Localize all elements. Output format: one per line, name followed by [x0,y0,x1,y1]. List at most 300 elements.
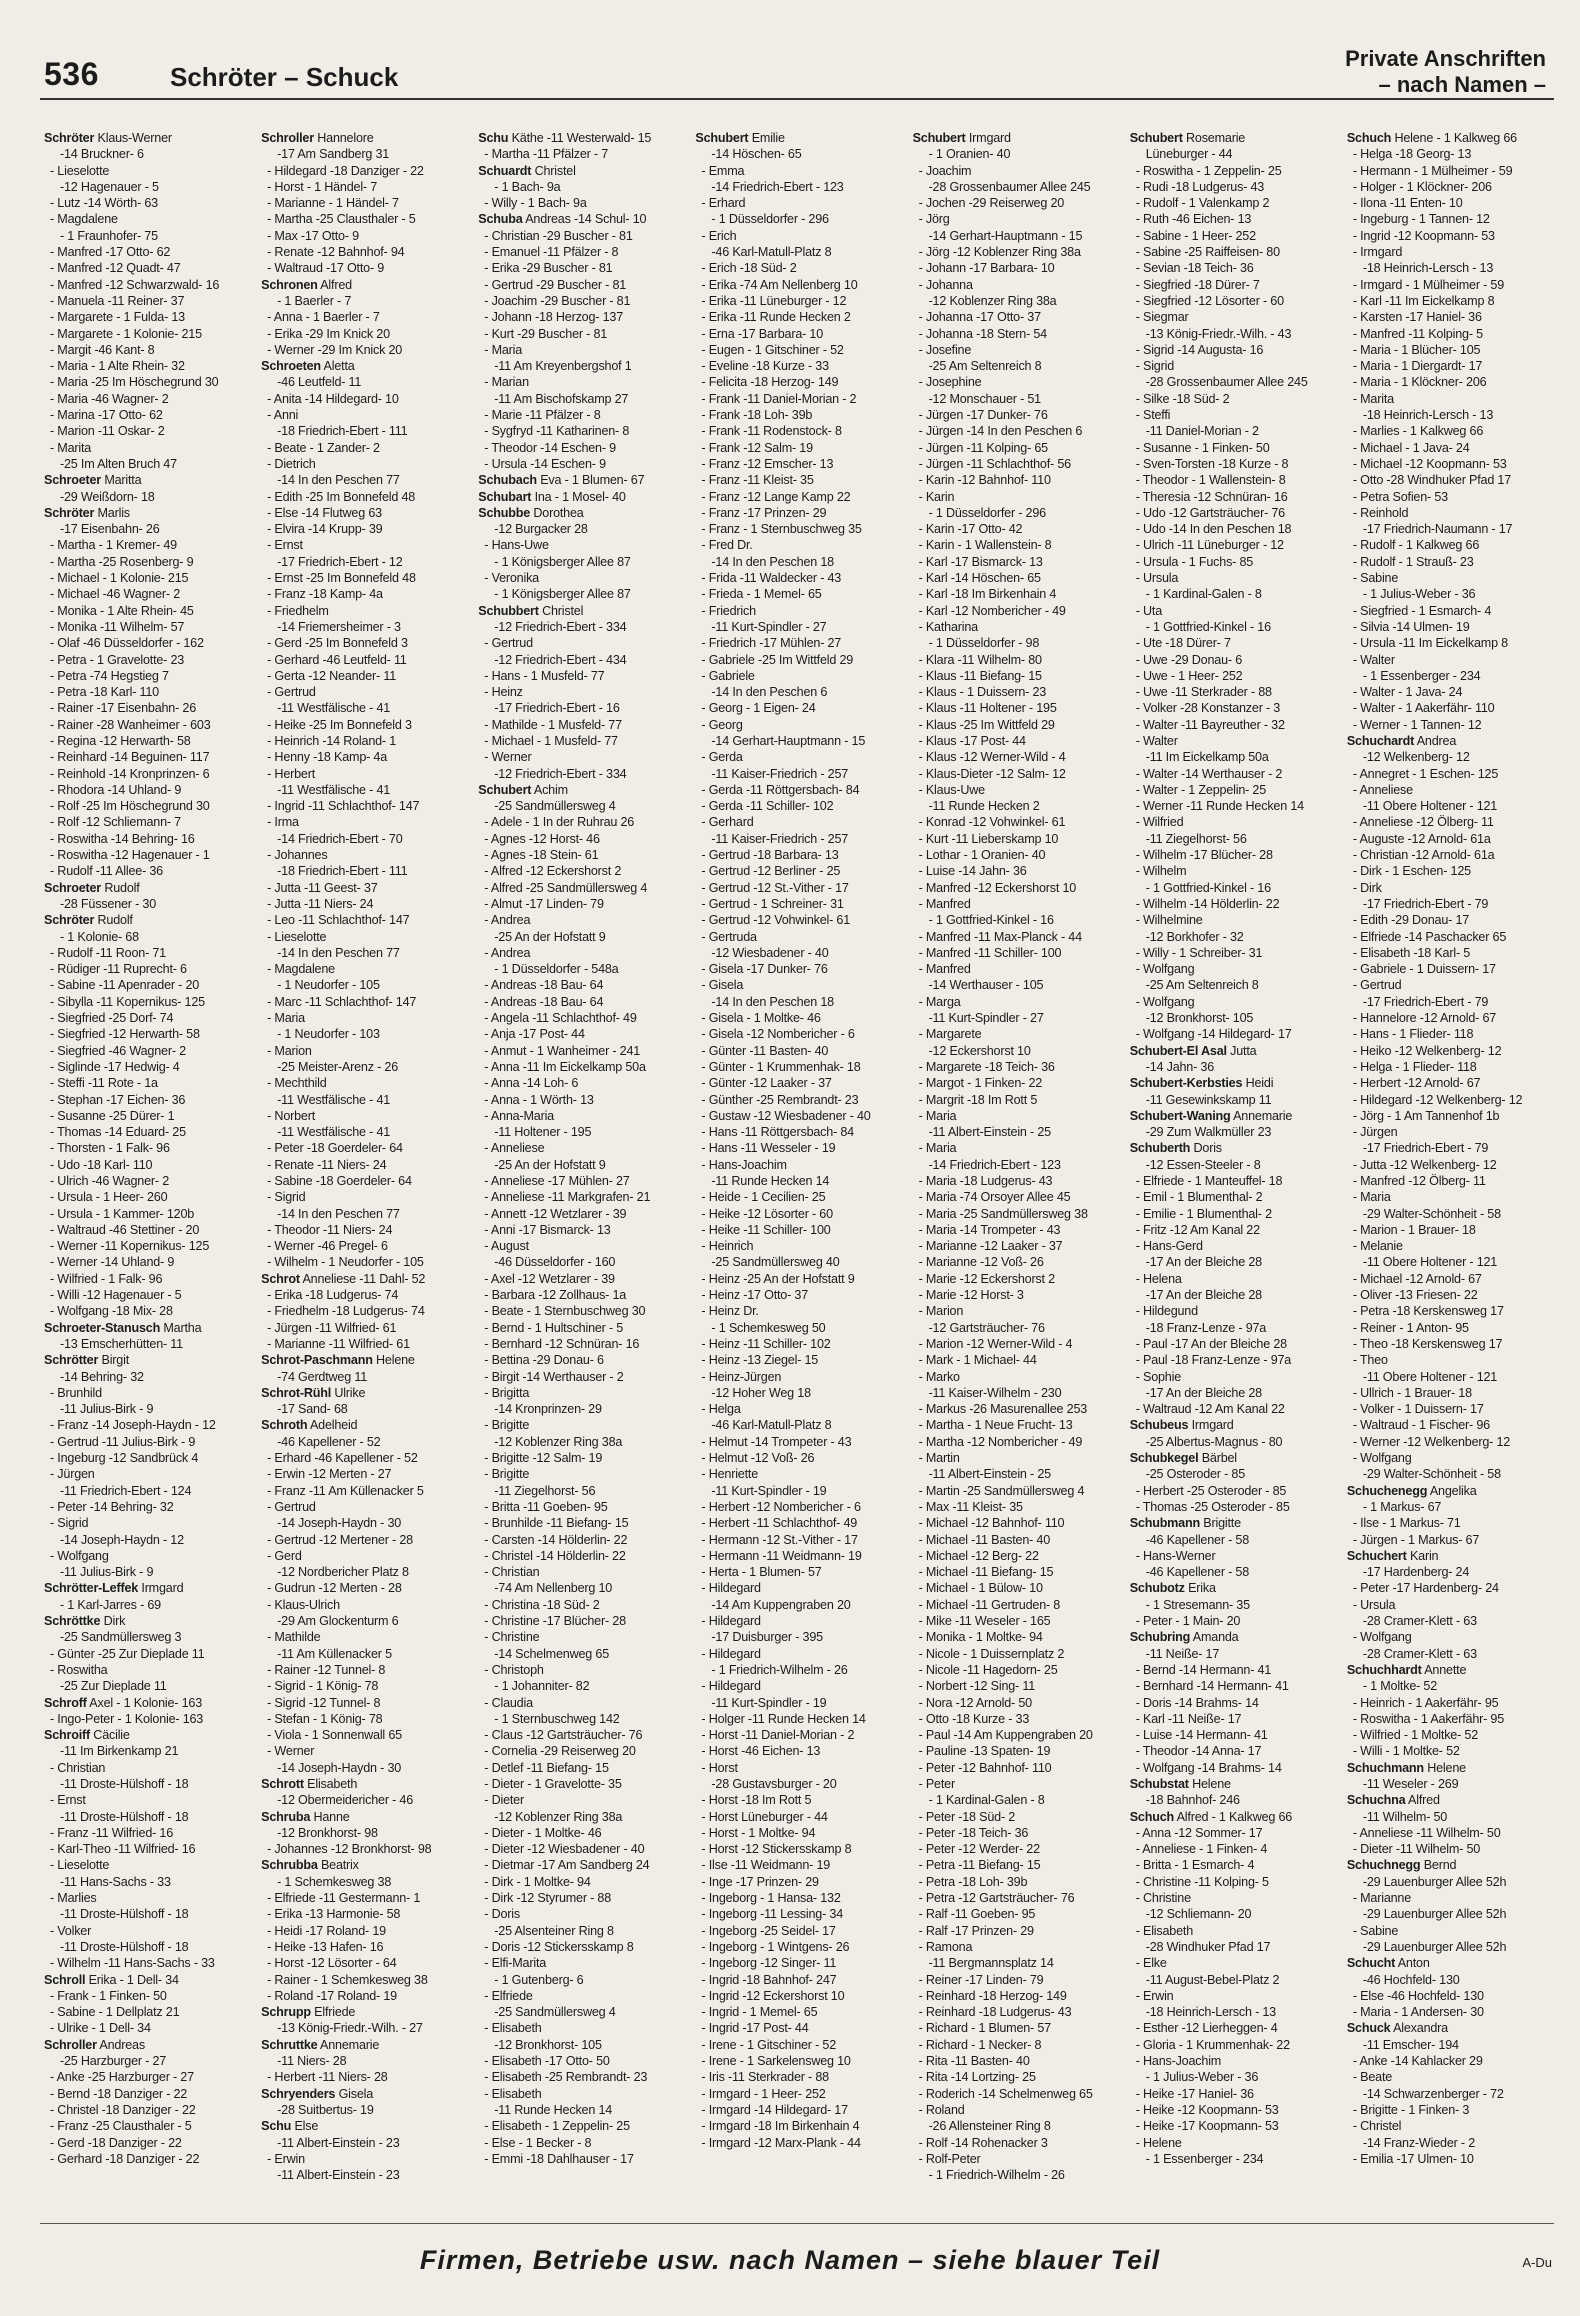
directory-entry: - Ingeburg - 1 Tannen- 12 [1352,212,1490,227]
directory-entry: - Wolfgang [50,1548,109,1563]
directory-entry: - Siegfried - 1 Esmarch- 4 [1352,603,1492,618]
directory-entry: - Klaus -11 Biefang- 15 [918,668,1042,683]
directory-entry: -11 Albert-Einstein - 23 [277,2168,400,2183]
directory-entry: - Gertrud -12 Mertener - 28 [267,1532,413,1547]
entry-detail: Helene [1192,1776,1231,1791]
directory-entry: -28 Suitbertus- 19 [277,2102,374,2117]
directory-entry: - Magdalene [267,962,335,977]
directory-entry: - Theodor -14 Anna- 17 [1135,1744,1262,1759]
directory-entry: -28 Füssener - 30 [60,896,156,911]
surname: Schrot-Paschmann [261,1353,373,1368]
directory-entry: - Friedrich [701,603,756,618]
directory-entry: - Franz -11 Kleist- 35 [701,473,814,488]
directory-entry: - Hildegund [1135,1304,1198,1319]
directory-entry: - 1 Essenberger - 234 [1362,668,1481,683]
directory-entry: - Marion -11 Oskar- 2 [50,424,165,439]
entry-detail: Marlis [97,505,130,520]
directory-entry: - Herbert [267,766,316,781]
directory-entry: -12 Gartsträucher- 76 [928,1320,1045,1335]
directory-entry: -11 Runde Hecken 14 [711,1174,830,1188]
directory-entry: - Dirk -12 Styrumer - 88 [484,1891,612,1906]
directory-entry: - Rudolf - 1 Valenkamp 2 [1135,196,1270,211]
surname: Schuchenegg [1346,1483,1428,1498]
entry-detail: Annemarie [320,2037,380,2052]
surname: Schuba [478,212,523,227]
directory-entry: - Paul -18 Franz-Lenze - 97a [1135,1353,1292,1368]
directory-entry: - Doris [484,1907,520,1922]
directory-entry: - Uwe -29 Donau- 6 [1135,652,1242,667]
surname-entry [695,130,904,146]
directory-entry: - Marc -11 Schlachthof- 147 [267,994,417,1009]
surname: Schuardt [478,163,532,178]
directory-entry: - Felicita -18 Herzog- 149 [701,375,839,390]
directory-entry: - Anita -14 Hildegard- 10 [267,391,399,406]
page-range-title: Schröter – Schuck [170,62,399,92]
directory-entry: - Udo -14 In den Peschen 18 [1135,522,1292,537]
directory-entry: - Agnes -12 Horst- 46 [484,831,600,846]
surname: Schroff [44,1695,87,1710]
directory-entry: - Jürgen -17 Dunker- 76 [918,408,1048,423]
directory-entry: - Emilie - 1 Blumenthal- 2 [1135,1206,1272,1221]
directory-entry: - Gertrud -12 Vohwinkel- 61 [701,913,851,928]
directory-entry: - Peter -18 Süd- 2 [918,1809,1016,1824]
directory-entry: - Michael - 1 Kolonie- 215 [50,571,189,586]
directory-entry: -11 Weseler - 269 [1362,1776,1459,1791]
directory-entry: - Hans - 1 Musfeld- 77 [484,668,605,683]
directory-entry: -18 Bahnhof- 246 [1145,1793,1240,1808]
directory-entry: - Silke -18 Süd- 2 [1135,391,1230,406]
header-rule [40,98,1554,100]
entry-detail: Ulrike [334,1385,366,1400]
directory-entry: - Marita [1352,391,1394,406]
directory-entry: - Anneliese [1352,782,1413,797]
directory-entry: -25 Im Alten Bruch 47 [60,456,177,471]
directory-entry: - Anke -25 Harzburger - 27 [50,2070,194,2085]
surname-entry [261,277,470,293]
directory-entry: - Erna -17 Barbara- 10 [701,326,824,341]
directory-entry: - Manfred [918,896,971,911]
directory-entry: - Anna -12 Sommer- 17 [1135,1825,1263,1840]
surname: Schroll [44,1972,86,1987]
directory-entry: - Holger -11 Runde Hecken 14 [701,1711,866,1726]
section-title [1345,46,1546,98]
directory-entry: - Sabine -25 Raiffeisen- 80 [1135,245,1280,260]
directory-entry: -29 Am Glockenturm 6 [277,1614,399,1629]
directory-entry: - Gerd -18 Danziger - 22 [50,2135,182,2150]
surname: Schröter [44,131,95,145]
directory-entry: - Sigrid - 1 König- 78 [267,1679,379,1694]
directory-entry: - Gerta -12 Neander- 11 [267,668,397,683]
directory-entry: - Heinz -17 Otto- 37 [701,1288,809,1303]
directory-entry: -25 Sandmüllersweg 3 [60,1630,182,1645]
directory-entry: - Ralf -17 Prinzen- 29 [918,1923,1034,1938]
surname: Schrubba [261,1858,318,1873]
directory-entry: - Franz - 1 Sternbuschweg 35 [701,522,862,537]
directory-entry: - Helene [1135,2135,1182,2150]
directory-entry: - Heinrich - 1 Aakerfähr- 95 [1352,1695,1499,1710]
directory-entry: - Oliver -13 Friesen- 22 [1352,1288,1478,1303]
directory-entry: - Maria - 1 Andersen- 30 [1352,2005,1484,2020]
directory-entry: - Peter -14 Behring- 32 [50,1499,174,1514]
directory-entry: -17 An der Bleiche 28 [1145,1255,1262,1270]
directory-entry: - Erich -18 Süd- 2 [701,261,797,276]
directory-entry: - Alfred -12 Eckershorst 2 [484,864,622,879]
directory-entry: -14 In den Peschen 6 [711,685,828,700]
directory-entry: - Erika -29 Im Knick 20 [267,326,390,341]
directory-entry: - Doris -12 Stickersskamp 8 [484,1939,634,1954]
directory-entry: -11 Droste-Hülshoff - 18 [60,1907,189,1922]
directory-entry: - Dietrich [267,456,316,471]
directory-entry: -12 Monschauer - 51 [928,391,1041,406]
directory-entry: - Otto -18 Kurze - 33 [918,1711,1030,1726]
directory-entry: - Ingrid -17 Post- 44 [701,2021,809,2036]
directory-entry: - Christine -11 Kolping- 5 [1135,1874,1269,1889]
section-title-line2: – nach Namen – [1378,72,1546,97]
directory-entry: - Gisela -12 Nombericher - 6 [701,1027,855,1042]
directory-entry: - Marion [918,1304,964,1319]
directory-entry: - Heike -11 Schiller- 100 [701,1222,831,1237]
entry-detail: Irmgard [141,1581,184,1596]
surname: Schuchert [1346,1548,1407,1563]
directory-entry: - Bernhard -12 Schnüran- 16 [484,1336,640,1351]
entry-detail: Birgit [101,1353,129,1368]
directory-entry: -11 Ziegelhorst- 56 [1145,831,1247,846]
surname-entry [1347,1662,1556,1678]
directory-entry: - Gabriele [701,668,755,683]
directory-entry: - Ingeborg - 1 Wintgens- 26 [701,1939,850,1954]
directory-entry: - Hannelore -12 Arnold- 67 [1352,1011,1497,1026]
directory-entry: - Johann -17 Barbara- 10 [918,261,1055,276]
directory-entry: - Erhard -46 Kapellener - 52 [267,1451,418,1466]
directory-entry: - Henny -18 Kamp- 4a [267,750,388,765]
entry-detail: Hanne [313,1809,350,1824]
directory-entry: - Ursula [1352,1597,1396,1612]
directory-entry: - Sabine -18 Goerdeler- 64 [267,1174,412,1188]
surname: Schrupp [261,2005,311,2020]
directory-entry: - Horst -18 Im Rott 5 [701,1793,812,1808]
directory-entry: - 1 Gottfried-Kinkel - 16 [928,913,1054,928]
directory-entry: - Sabine - 1 Dellplatz 21 [50,2005,180,2020]
directory-entry: -11 Ziegelhorst- 56 [494,1483,596,1498]
directory-entry: - Sabine [1352,571,1399,586]
directory-entry: - Maria [918,1141,957,1156]
directory-entry: - Heinrich [701,1239,754,1254]
directory-entry: - Luise -14 Hermann- 41 [1135,1728,1268,1743]
directory-entry: -11 Obere Holtener - 121 [1362,1255,1498,1270]
directory-entry: - Günter -25 Zur Dieplade 11 [50,1646,205,1661]
surname: Schubkegel [1129,1451,1199,1466]
directory-entry: - Marianne - 1 Händel- 7 [267,196,399,211]
directory-entry: - Dieter -12 Wiesbadener - 40 [484,1842,645,1857]
directory-entry: - Ingrid -18 Bahnhof- 247 [701,1972,837,1987]
directory-entry: - Irmgard - 1 Heer- 252 [701,2086,826,2101]
directory-entry: - Steffi [1135,408,1171,423]
directory-entry: - Rita -11 Basten- 40 [918,2054,1030,2069]
directory-entry: - Edith -25 Im Bonnefeld 48 [267,489,416,504]
directory-entry: - Almut -17 Linden- 79 [484,896,604,911]
directory-entry: - Ursula - 1 Kammer- 120b [50,1206,195,1221]
directory-entry: - Horst - 1 Händel- 7 [267,179,378,194]
directory-entry: - Max -11 Kleist- 35 [918,1499,1023,1514]
surname-entry [44,1972,253,1988]
directory-entry: - Erhard [701,196,746,211]
directory-entry: -11 Wilhelm- 50 [1362,1809,1448,1824]
directory-entry: - Maria - 1 Klöckner- 206 [1352,375,1487,390]
directory-entry: - Hans - 1 Flieder- 118 [1352,1027,1474,1042]
directory-entry: - Thomas -14 Eduard- 25 [50,1125,186,1140]
directory-entry: - Maria [918,1108,957,1123]
surname: Schuch [1129,1809,1174,1824]
directory-entry: - Heike -12 Lösorter - 60 [701,1206,833,1221]
directory-entry: - 1 Friedrich-Wilhelm - 26 [928,2168,1065,2183]
directory-entry: - Werner -11 Runde Hecken 14 [1135,799,1304,814]
directory-entry: - Jörg - 1 Am Tannenhof 1b [1352,1108,1500,1123]
entry-detail: Alfred [1408,1793,1440,1808]
directory-entry: - Maria - 1 Alte Rhein- 32 [50,359,185,374]
directory-entry: -11 Im Birkenkamp 21 [60,1744,179,1759]
directory-entry: -12 Bronkhorst- 105 [1145,1011,1254,1026]
directory-entry: - 1 Bach- 9a [494,179,561,194]
directory-entry: - Werner -29 Im Knick 20 [267,342,403,357]
directory-entry: - Ruth -46 Eichen- 13 [1135,212,1252,227]
directory-entry: - Ingeborg -11 Lessing- 34 [701,1907,844,1922]
directory-entry: - Iris -11 Sterkrader - 88 [701,2070,829,2085]
directory-entry: - Uta [1135,603,1162,618]
directory-entry: - Michael -11 Basten- 40 [918,1532,1051,1547]
directory-entry: - Rhodora -14 Uhland- 9 [50,782,182,797]
directory-columns [44,130,1556,2216]
directory-entry: - Volker [50,1923,92,1938]
directory-entry: - Margarete - 1 Kolonie- 215 [50,326,202,341]
directory-entry: -29 Lauenburger Allee 52h [1362,1939,1507,1954]
directory-entry: - Johanna -18 Stern- 54 [918,326,1047,341]
directory-entry: - Udo -12 Gartsträucher- 76 [1135,505,1285,520]
directory-entry: - Stefan - 1 König- 78 [267,1711,383,1726]
directory-entry: -14 Bruckner- 6 [60,147,144,162]
directory-entry: - Beate - 1 Sternbuschweg 30 [484,1304,646,1319]
directory-entry: - Frank -11 Daniel-Morian - 2 [701,391,857,406]
surname: Schroiff [44,1728,90,1743]
directory-entry: -28 Cramer-Klett - 63 [1362,1646,1477,1661]
directory-entry: -14 Friedrich-Ebert - 70 [277,831,403,846]
surname-entry [44,1727,253,1743]
directory-entry: - Erich [701,228,737,243]
directory-entry: - Christian -12 Arnold- 61a [1352,848,1495,863]
directory-entry: - Martin -25 Sandmüllersweg 4 [918,1483,1085,1498]
surname-entry [44,505,253,521]
directory-entry: - Herbert -12 Nombericher - 6 [701,1499,861,1514]
directory-entry: -18 Friedrich-Ebert - 111 [277,424,408,439]
footer-corner-code: A-Du [1522,2255,1552,2270]
surname: Schubert [478,782,532,797]
directory-entry: - Georg - 1 Eigen- 24 [701,701,816,716]
directory-entry: -28 Grossenbaumer Allee 245 [1145,375,1308,390]
directory-entry: - Klaus -25 Im Wittfeld 29 [918,717,1055,732]
surname-entry [478,782,687,798]
directory-entry: - 1 Johanniter- 82 [494,1679,590,1694]
directory-entry: - Marina -17 Otto- 62 [50,408,163,423]
directory-entry: -11 Daniel-Morian - 2 [1145,424,1259,439]
directory-entry: - Magdalene [50,212,118,227]
section-title-line1: Private Anschriften [1345,46,1546,71]
directory-entry: - Michael -12 Arnold- 67 [1352,1271,1482,1286]
directory-entry: -14 Schelmenweg 65 [494,1646,609,1661]
directory-entry: - Helga - 1 Flieder- 118 [1352,1059,1477,1074]
directory-entry: - Manfred -12 Quadt- 47 [50,261,181,276]
directory-entry: - Christel -18 Danziger - 22 [50,2102,196,2117]
directory-entry: - Norbert [267,1108,316,1123]
entry-detail: Gisela [338,2086,374,2101]
directory-entry: - Johanna [918,277,973,292]
directory-entry: - Theodor - 1 Wallenstein- 8 [1135,473,1286,488]
directory-entry: - Brunhilde -11 Biefang- 15 [484,1516,629,1531]
directory-entry: - Steffi -11 Rote - 1a [50,1076,158,1091]
directory-entry: - Dieter - 1 Moltke- 46 [484,1825,602,1840]
surname: Schroeter [44,880,101,895]
directory-entry: -25 Zur Dieplade 11 [60,1679,167,1694]
directory-entry: - Theresia -12 Schnüran- 16 [1135,489,1288,504]
directory-entry: - 1 Düsseldorfer - 296 [711,212,829,227]
directory-entry: - Renate -11 Niers- 24 [267,1157,387,1172]
directory-entry: - Hans-Uwe [484,538,549,553]
directory-entry: -14 Friemersheimer - 3 [277,619,401,634]
directory-entry: - Brigitte -12 Salm- 19 [484,1451,603,1466]
directory-entry: - Gertrud -29 Buscher - 81 [484,277,627,292]
entry-detail: Rudolf [104,880,140,895]
directory-entry: - Siglinde -17 Hedwig- 4 [50,1059,180,1074]
directory-column-2 [261,130,470,2216]
entry-detail: Andreas [99,2037,145,2052]
directory-entry: - Sevian -18 Teich- 36 [1135,261,1254,276]
directory-entry: - Klaus-Ulrich [267,1597,340,1612]
directory-entry: - Katharina [918,619,978,634]
directory-entry: - Eugen - 1 Gitschiner - 52 [701,342,844,357]
directory-entry: - Martha - 1 Neue Frucht- 13 [918,1418,1073,1433]
directory-entry: - Monika -11 Wilhelm- 57 [50,619,185,634]
directory-entry: - Frank -18 Loh- 39b [701,408,813,423]
directory-entry: - Franz -11 Wilfried- 16 [50,1825,174,1840]
directory-entry: - Ingrid -12 Eckershorst 10 [701,1988,845,2003]
surname: Schruba [261,1809,311,1824]
directory-entry: - Erwin [267,2151,305,2166]
directory-entry: - Klara -11 Wilhelm- 80 [918,652,1042,667]
directory-entry: - Pauline -13 Spaten- 19 [918,1744,1051,1759]
directory-entry: - Uwe -11 Sterkrader - 88 [1135,685,1272,700]
surname: Schubert-Waning [1129,1108,1231,1123]
directory-entry: - Richard - 1 Necker- 8 [918,2037,1042,2052]
directory-entry: -11 Westfälische - 41 [277,701,391,716]
directory-entry: - Rainer - 1 Schemkesweg 38 [267,1972,428,1987]
directory-entry: - Anneliese [484,1141,545,1156]
directory-entry: - Hildegard [701,1646,761,1661]
directory-entry: - Herta - 1 Blumen- 57 [701,1565,822,1580]
directory-entry: - Agnes -18 Stein- 61 [484,848,599,863]
directory-entry: - Irmgard -18 Im Birkenhain 4 [701,2119,860,2134]
directory-entry: - Sophie [1135,1369,1182,1384]
directory-entry: -25 An der Hofstatt 9 [494,929,606,944]
directory-entry: - Willy - 1 Bach- 9a [484,196,587,211]
directory-entry: - Walter - 1 Java- 24 [1352,685,1463,700]
directory-entry: - Cornelia -29 Reiserweg 20 [484,1744,636,1759]
directory-entry: - Bernd - 1 Hultschiner - 5 [484,1320,624,1335]
directory-entry: - Wilhelm -17 Blücher- 28 [1135,848,1273,863]
directory-entry: - Friedhelm [267,603,329,618]
surname: Schronen [261,277,318,292]
directory-entry: - Leo -11 Schlachthof- 147 [267,913,410,928]
directory-entry: -25 Am Seltenreich 8 [928,359,1042,374]
directory-entry: - Franz -12 Lange Kamp 22 [701,489,851,504]
directory-entry: - Lieselotte [267,929,327,944]
directory-entry: - Christoph [484,1662,544,1677]
directory-entry: - Gerhard [701,815,754,830]
directory-entry: - Maria [484,342,523,357]
directory-entry: -11 Droste-Hülshoff - 18 [60,1776,189,1791]
directory-entry: - Elisabeth [1135,1923,1194,1938]
surname: Schröter [44,505,95,520]
directory-entry: -17 Eisenbahn- 26 [60,522,160,537]
directory-entry: -46 Karl-Matull-Platz 8 [711,245,832,260]
directory-entry: - Friedrich -17 Mühlen- 27 [701,636,842,651]
directory-entry: - Siegfried -12 Lösorter - 60 [1135,293,1284,308]
directory-entry: -12 Obermeidericher - 46 [277,1793,414,1808]
directory-entry: -11 Hans-Sachs - 33 [60,1874,171,1889]
directory-entry: -25 Albertus-Magnus - 80 [1145,1434,1283,1449]
directory-entry: - Elfi-Marita [484,1956,547,1971]
directory-entry: - Werner -14 Uhland- 9 [50,1255,175,1270]
entry-detail: Adelheid [309,1418,358,1433]
directory-entry: -11 Runde Hecken 2 [928,799,1040,814]
directory-entry: - Friedhelm -18 Ludgerus- 74 [267,1304,425,1319]
directory-entry: - Siegfried -12 Herwarth- 58 [50,1027,200,1042]
directory-entry: -11 Kurt-Spindler - 27 [928,1011,1044,1026]
entry-detail: Anneliese -11 Dahl- 52 [302,1271,426,1286]
directory-entry: - Mathilde - 1 Musfeld- 77 [484,717,622,732]
surname-entry [1130,1515,1339,1531]
surname: Schroller [261,131,314,145]
directory-entry: -46 Düsseldorfer - 160 [494,1255,616,1270]
directory-entry: - Inge -17 Prinzen- 29 [701,1874,819,1889]
directory-entry: - Ingrid -12 Koopmann- 53 [1352,228,1495,243]
directory-entry: - Fred Dr. [701,538,753,553]
directory-entry: - Irmgard -14 Hildegard- 17 [701,2102,848,2117]
directory-entry: - Josephine [918,375,982,390]
directory-entry: -11 Westfälische - 41 [277,1092,391,1107]
directory-entry: - Johannes -12 Bronkhorst- 98 [267,1842,432,1857]
directory-entry: - Roswitha [50,1662,108,1677]
directory-entry: - Erika -29 Buscher - 81 [484,261,613,276]
directory-entry: - Anneliese -11 Wilhelm- 50 [1352,1825,1501,1840]
directory-entry: -14 Joseph-Haydn - 30 [277,1760,402,1775]
surname: Schubbert [478,603,539,618]
directory-entry: - Else - 1 Becker - 8 [484,2135,592,2150]
directory-entry: - Heike -13 Hafen- 16 [267,1939,384,1954]
directory-entry: - Manuela -11 Reiner- 37 [50,293,185,308]
entry-detail: Axel - 1 Kolonie- 163 [89,1695,203,1710]
directory-entry: - Wolfgang -14 Hildegard- 17 [1135,1027,1292,1042]
directory-entry: - Luise -14 Jahn- 36 [918,864,1027,879]
directory-entry: - Franz -17 Prinzen- 29 [701,505,827,520]
surname: Schrott [261,1776,304,1791]
directory-entry: - Silvia -14 Ulmen- 19 [1352,619,1470,634]
directory-entry: - Heinz-Jürgen [701,1369,782,1384]
directory-entry: - 1 Gutenberg- 6 [494,1972,584,1987]
directory-entry: -12 Schliemann- 20 [1145,1907,1252,1922]
directory-entry: -11 August-Bebel-Platz 2 [1145,1972,1280,1987]
directory-entry: - Horst [701,1760,738,1775]
directory-entry: - Manfred -12 Eckershorst 10 [918,880,1077,895]
directory-entry: -12 Bronkhorst- 105 [494,2037,602,2052]
directory-entry: - Elisabeth -17 Otto- 50 [484,2054,610,2069]
